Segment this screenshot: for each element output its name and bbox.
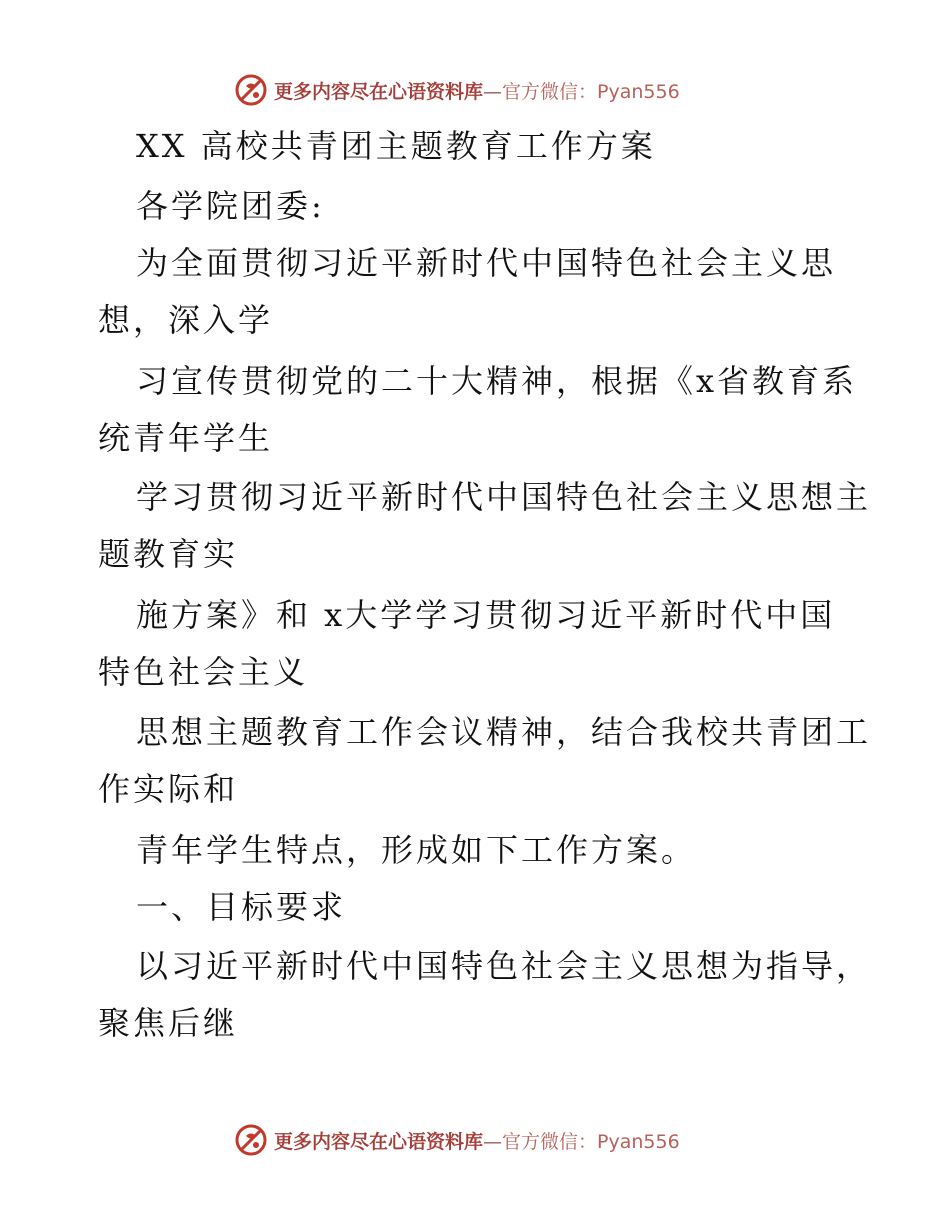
paragraph-line: 统青年学生 bbox=[98, 419, 274, 457]
section-heading: 一、目标要求 bbox=[136, 888, 347, 926]
document-title: XX 高校共青团主题教育工作方案 bbox=[136, 127, 656, 165]
watermark-brand: 更多内容尽在心语资料库 bbox=[274, 80, 484, 103]
paragraph-line: 聚焦后继 bbox=[98, 1004, 239, 1042]
watermark-contact: 官方微信：Pyan556 bbox=[502, 80, 680, 103]
brand-logo-icon bbox=[234, 1123, 268, 1157]
paragraph-line: 以习近平新时代中国特色社会主义思想为指导， bbox=[136, 947, 872, 985]
watermark-brand: 更多内容尽在心语资料库 bbox=[274, 1130, 484, 1153]
paragraph-line: 学习贯彻习近平新时代中国特色社会主义思想主 bbox=[136, 478, 872, 516]
footer-watermark bbox=[234, 1122, 680, 1158]
paragraph-line: 施方案》和 x大学学习贯彻习近平新时代中国 bbox=[136, 596, 836, 634]
watermark-separator: — bbox=[483, 80, 503, 103]
brand-logo-icon bbox=[234, 73, 268, 107]
paragraph-line: 青年学生特点，形成如下工作方案。 bbox=[136, 831, 697, 869]
paragraph-line: 题教育实 bbox=[98, 535, 239, 573]
paragraph-line: 习宣传贯彻党的二十大精神，根据《x省教育系 bbox=[136, 362, 858, 400]
watermark-contact: 官方微信：Pyan556 bbox=[502, 1130, 680, 1153]
salutation: 各学院团委: bbox=[136, 187, 325, 225]
header-watermark bbox=[234, 72, 680, 108]
paragraph-line: 特色社会主义 bbox=[98, 653, 309, 691]
paragraph-line: 作实际和 bbox=[98, 770, 239, 808]
paragraph-line: 想，深入学 bbox=[98, 301, 274, 339]
paragraph-line: 思想主题教育工作会议精神，结合我校共青团工 bbox=[136, 713, 872, 751]
watermark-separator: — bbox=[483, 1130, 503, 1153]
paragraph-line: 为全面贯彻习近平新时代中国特色社会主义思 bbox=[136, 244, 837, 282]
